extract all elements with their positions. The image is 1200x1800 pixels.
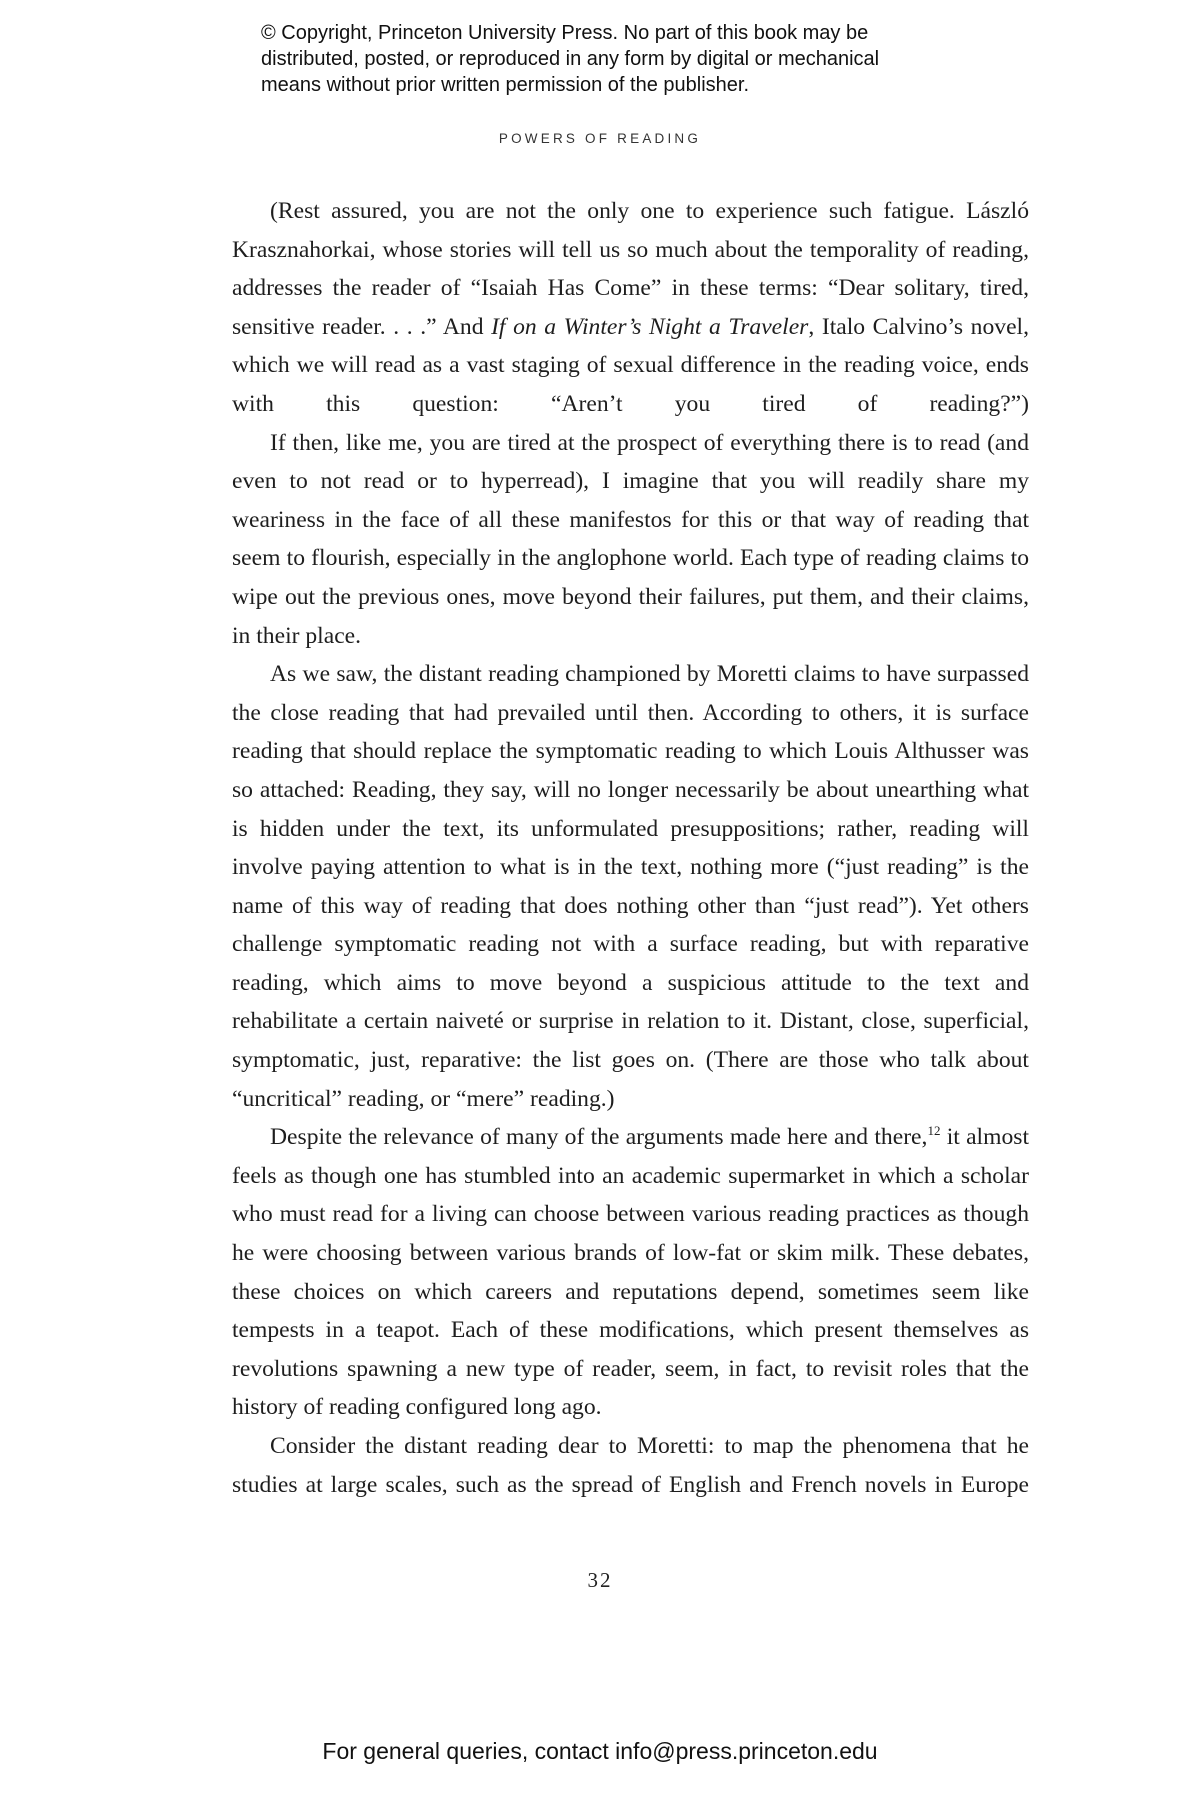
paragraph-1-text-a: (Rest assured, you are not the only one to experience such fatigue. László Krasznahorkai, whose stories will tell us so much about the temporality of reading, addresses the reader of “Isaiah Has Come” in these terms: “Dear solitary, tired, sensitive reader. . . .” And	[232, 198, 1029, 340]
paragraph-3: As we saw, the distant reading championed by Moretti claims to have surpassed the close reading that had prevailed until then. According to others, it is surface reading that should replace the symptomatic reading to which Louis Althusser was so attached: Reading, they say, will no longer necessarily be about unearthing what is hidden under the text, its unformulated presuppositions; rather, reading will involve paying attention to what is in the text, nothing more (“just reading” is the name of this way of reading that does nothing other than “just read”). Yet others challenge symptomatic reading not with a surface reading, but with reparative reading, which aims to move beyond a suspicious attitude to the text and rehabilitate a certain naiveté or surprise in relation to it. Distant, close, superficial, symptomatic, just, reparative: the list goes on. (There are those who talk about “uncritical” reading, or “mere” reading.)	[232, 661, 1029, 1112]
contact-footer: For general queries, contact info@press.princeton.edu	[322, 1738, 878, 1764]
paragraph-4-text-a: Despite the relevance of many of the arguments made here and there,	[270, 1124, 928, 1151]
paragraph-1	[232, 192, 1029, 424]
running-head: POWERS OF READING	[498, 131, 702, 146]
copyright-line-1: © Copyright, Princeton University Press. No part of this book may be	[261, 22, 869, 44]
paragraph-2: If then, like me, you are tired at the prospect of everything there is to read (and even to not read or to hyperread), I imagine that you will readily share my weariness in the face of all these manifestos for this or that way of reading that seem to flourish, especially in the anglophone world. Each type of reading claims to wipe out the previous ones, move beyond their failures, put them, and their claims, in their place.	[232, 429, 1029, 649]
paragraph-4-text-b: it almost feels as though one has stumbled into an academic supermarket in which a scholar who must read for a living can choose between various reading practices as though he were choosing between various brands of low-fat or skim milk. These debates, these choices on which careers and reputations depend, sometimes seem like tempests in a teapot. Each of these modifications, which present themselves as revolutions spawning a new type of reader, seem, in fact, to revisit roles that the history of reading configured long ago.	[232, 1124, 1029, 1421]
page-number: 32	[587, 1568, 613, 1592]
footnote-reference[interactable]: 12	[927, 1123, 941, 1139]
paragraph-1-text-b: , Italo Calvino’s novel, which we will read as a vast staging of sexual difference in the reading voice, ends with this question: “Aren’t you tired of reading?”)	[232, 313, 1030, 417]
copyright-line-3: means without prior written permission of the publisher.	[261, 74, 750, 96]
body-text	[232, 192, 1029, 1504]
paragraph-5: Consider the distant reading dear to Moretti: to map the phenomena that he studies at large scales, such as the spread of English and French novels in Europe	[232, 1433, 1029, 1498]
paragraph-4	[232, 1118, 1029, 1427]
book-title: If on a Winter’s Night a Traveler	[491, 313, 809, 340]
copyright-notice	[261, 20, 1001, 98]
copyright-line-2: distributed, posted, or reproduced in any form by digital or mechanical	[261, 48, 880, 70]
